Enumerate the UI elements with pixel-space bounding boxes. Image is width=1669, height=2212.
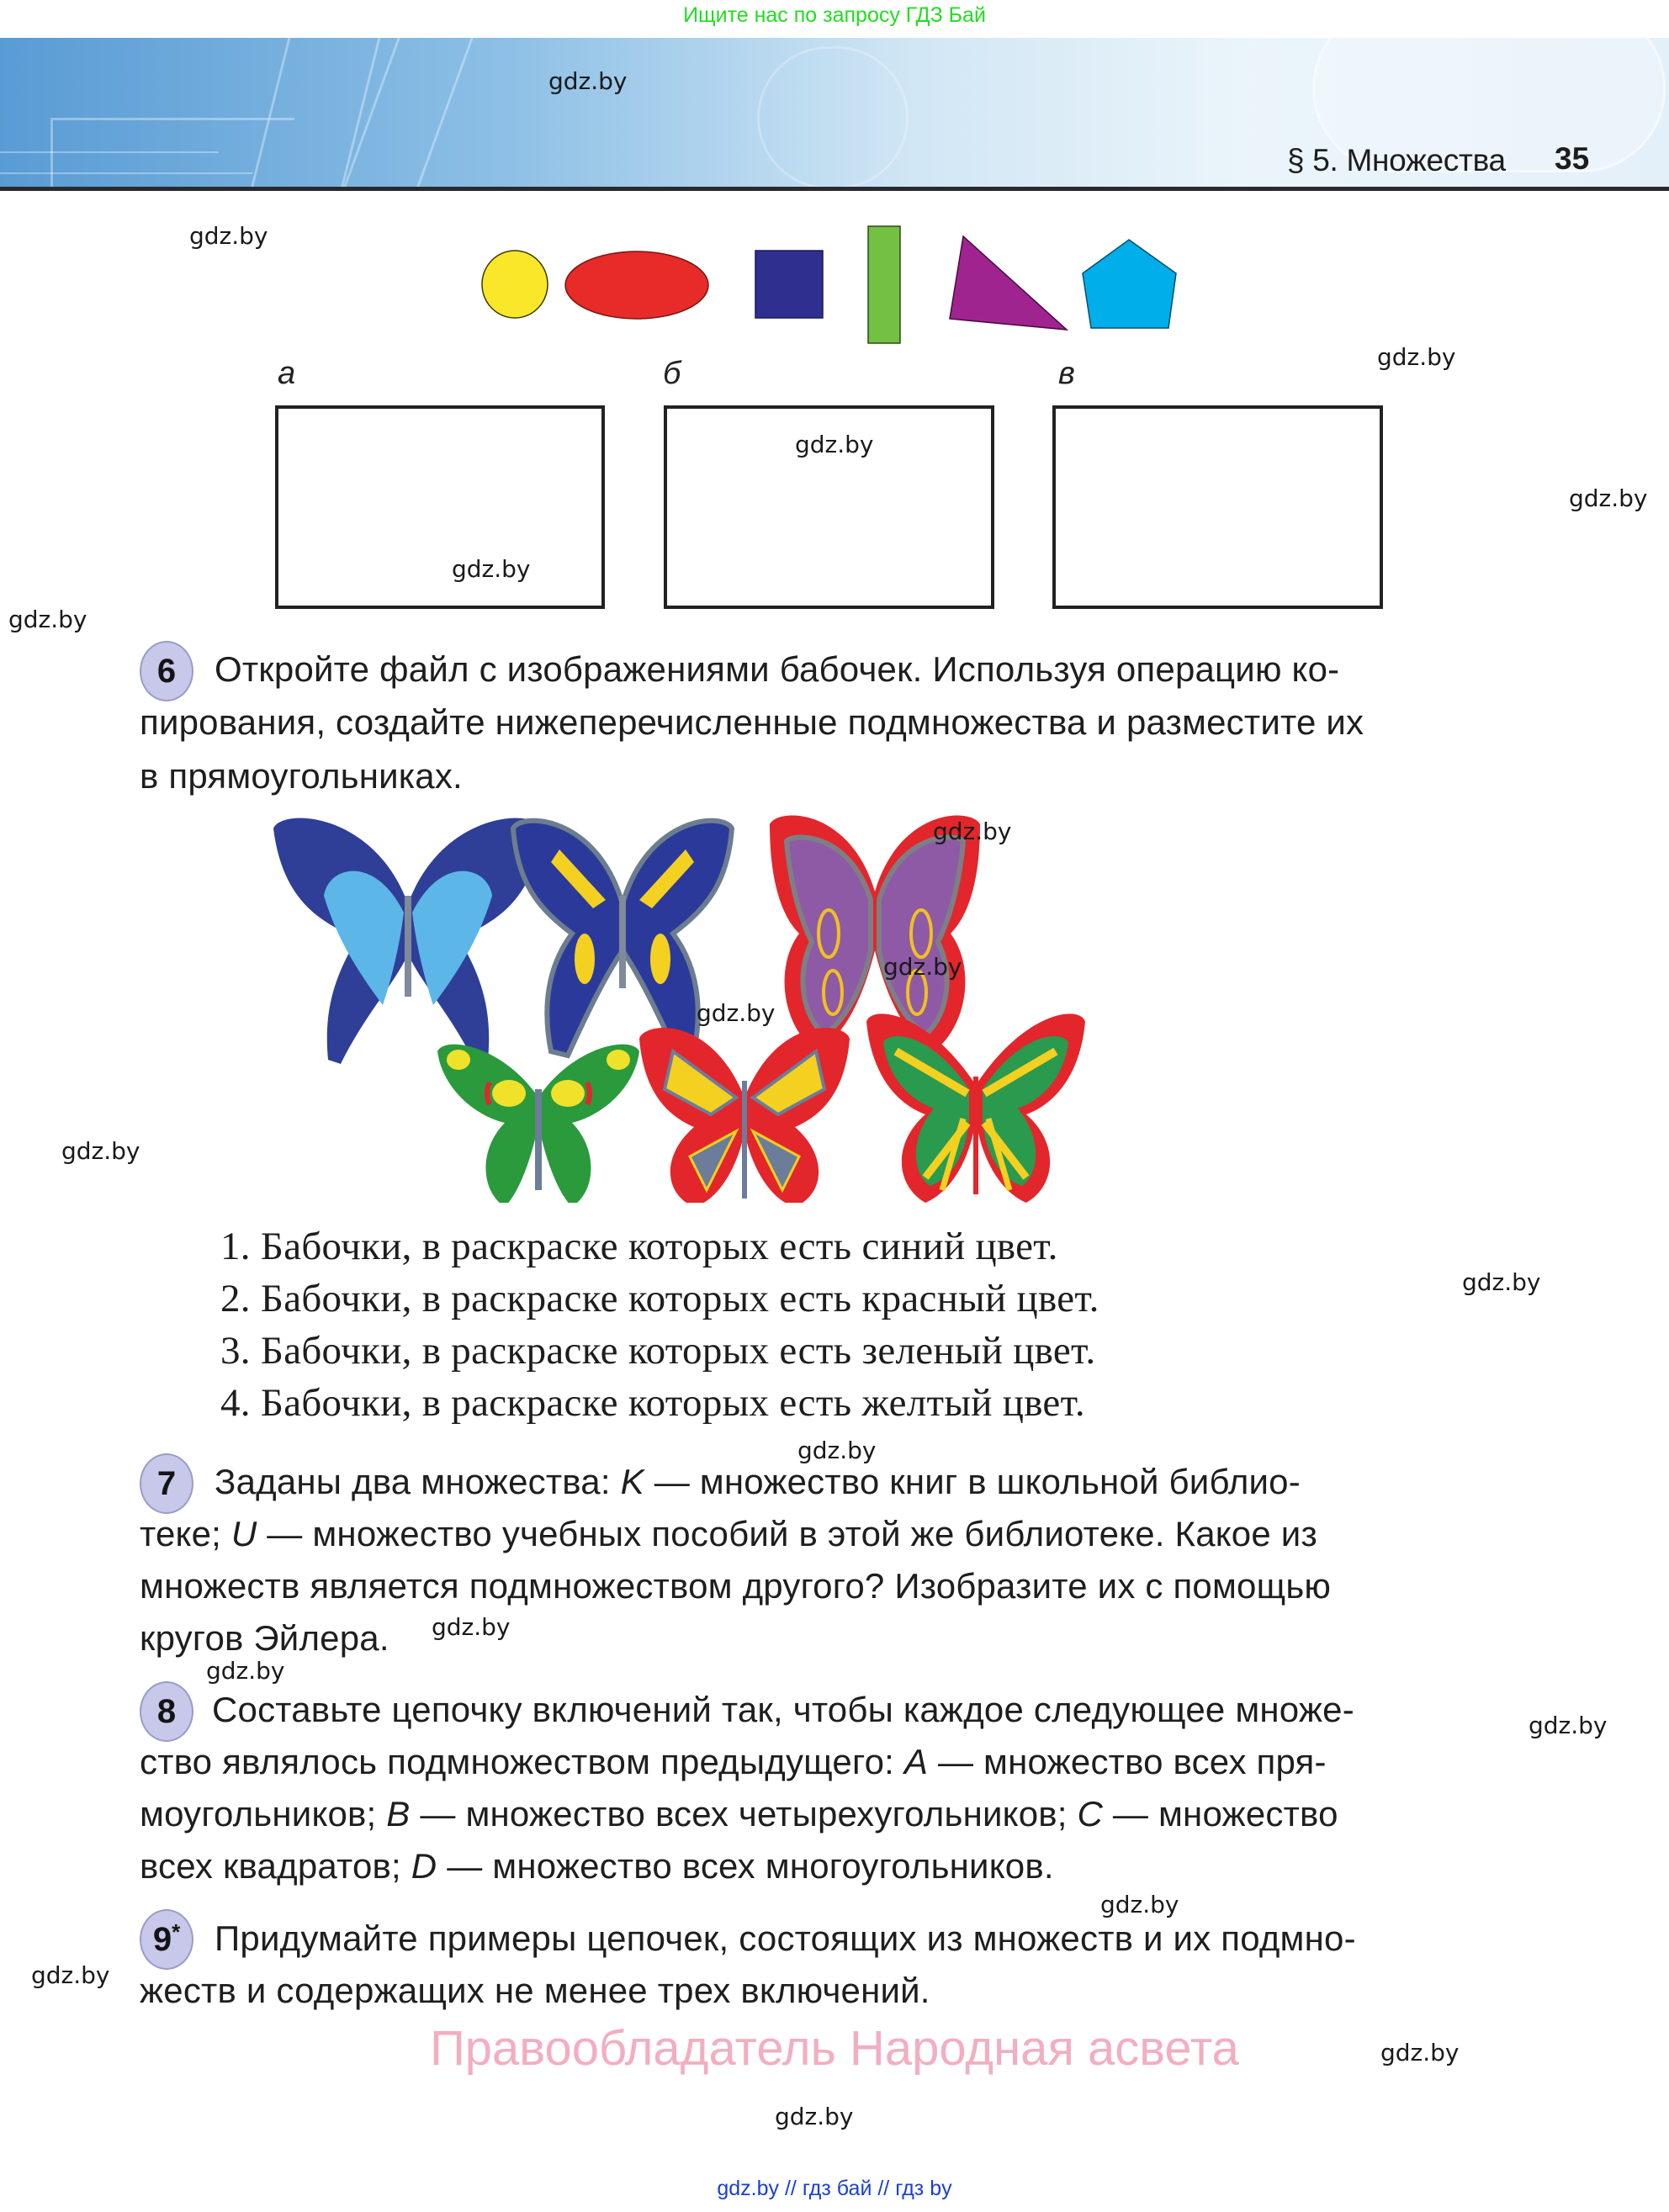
cyan-pentagon (1083, 240, 1176, 328)
section-title: § 5. Множества (1287, 143, 1506, 177)
task7-line: кругов Эйлера. (140, 1618, 389, 1658)
green-rectangle (868, 226, 900, 343)
task-number: 9 (152, 1920, 172, 1958)
watermark: gdz.by (8, 606, 87, 633)
watermark: gdz.by (933, 818, 1012, 845)
list-item: 3. Бабочки, в раскраске которых есть зеленый цвет. (220, 1329, 1096, 1373)
watermark: gdz.by (189, 222, 268, 250)
task-number: 6 (156, 652, 177, 690)
watermark: gdz.by (61, 1137, 140, 1165)
task6-line: Откройте файл с изображениями бабочек. Используя операцию ко- (215, 649, 1340, 689)
box-label-b: б (663, 356, 681, 391)
list-item: 1. Бабочки, в раскраске которых есть синий цвет. (220, 1225, 1058, 1268)
task-number-badge (140, 1909, 193, 1970)
task-number-badge (140, 641, 193, 701)
task8-line: ство являлось подмножеством предыдущего: A — множество всех пря- (140, 1742, 1327, 1781)
task7-line: множеств является подмножеством другого? Изобразите их с помощью (140, 1566, 1332, 1606)
watermark: gdz.by (452, 555, 531, 583)
watermark: gdz.by (1100, 1891, 1179, 1918)
purple-triangle (950, 236, 1067, 330)
watermark: gdz.by (1377, 343, 1456, 371)
watermark: gdz.by (1462, 1268, 1541, 1296)
task8-line: всех квадратов; D — множество всех многоугольников. (140, 1846, 1054, 1886)
watermark: gdz.by (1529, 1712, 1608, 1739)
blue-square (755, 251, 823, 318)
task6-line: пирования, создайте нижеперечисленные подмножества и разместите их (140, 702, 1364, 742)
answer-box-v (1052, 405, 1383, 609)
top-search-hint: Ищите нас по запросу ГДЗ Бай (683, 3, 986, 27)
watermark: gdz.by (775, 2103, 854, 2130)
task8-line: Составьте цепочку включений так, чтобы каждое следующее множе- (212, 1690, 1354, 1729)
watermark: gdz.by (797, 1437, 877, 1464)
answer-box-a (275, 405, 605, 609)
box-label-v: в (1058, 356, 1075, 391)
task-number: 7 (156, 1464, 177, 1502)
shapes-illustration (0, 0, 1669, 353)
task9-line: Придумайте примеры цепочек, состоящих из множеств и их подмно- (215, 1918, 1356, 1958)
watermark: gdz.by (883, 953, 962, 981)
watermark: gdz.by (206, 1657, 285, 1685)
list-item: 4. Бабочки, в раскраске которых есть желтый цвет. (220, 1381, 1085, 1425)
box-label-a: а (278, 356, 296, 391)
watermark: gdz.by (795, 431, 874, 458)
watermark: gdz.by (1569, 484, 1648, 512)
red-ellipse (565, 251, 708, 319)
difficulty-star: * (172, 1918, 181, 1945)
task8-line: моугольников; B — множество всех четырехугольников; C — множество (140, 1794, 1338, 1834)
butterfly-green (437, 1045, 639, 1203)
task-number-badge (140, 1681, 193, 1742)
page-number: 35 (1555, 141, 1590, 176)
watermark: gdz.by (31, 1961, 110, 1989)
task6-line: в прямоугольниках. (140, 756, 463, 796)
task-number: 8 (156, 1692, 177, 1730)
watermark: gdz.by (432, 1613, 511, 1641)
butterfly-red-yellow (639, 1028, 850, 1203)
watermark: gdz.by (548, 67, 628, 95)
watermark: gdz.by (697, 999, 776, 1027)
task9-line: жеств и содержащих не менее трех включений. (140, 1971, 930, 2010)
footer-links[interactable]: gdz.by // гдз бай // гдз by (717, 2177, 952, 2200)
butterflies-illustration (269, 807, 1396, 1203)
yellow-ellipse (482, 251, 548, 318)
list-item: 2. Бабочки, в раскраске которых есть красный цвет. (220, 1277, 1099, 1320)
watermark: gdz.by (1380, 2039, 1460, 2066)
task7-line: Заданы два множества: K — множество книг в школьной библио- (215, 1462, 1301, 1501)
copyright-notice: Правообладатель Народная асвета (430, 2021, 1239, 2076)
butterfly-red-green (866, 1013, 1085, 1203)
task7-line: теке; U — множество учебных пособий в этой же библиотеке. Какое из (140, 1514, 1317, 1553)
butterfly-blue (273, 818, 543, 1064)
task-number-badge (140, 1453, 193, 1514)
